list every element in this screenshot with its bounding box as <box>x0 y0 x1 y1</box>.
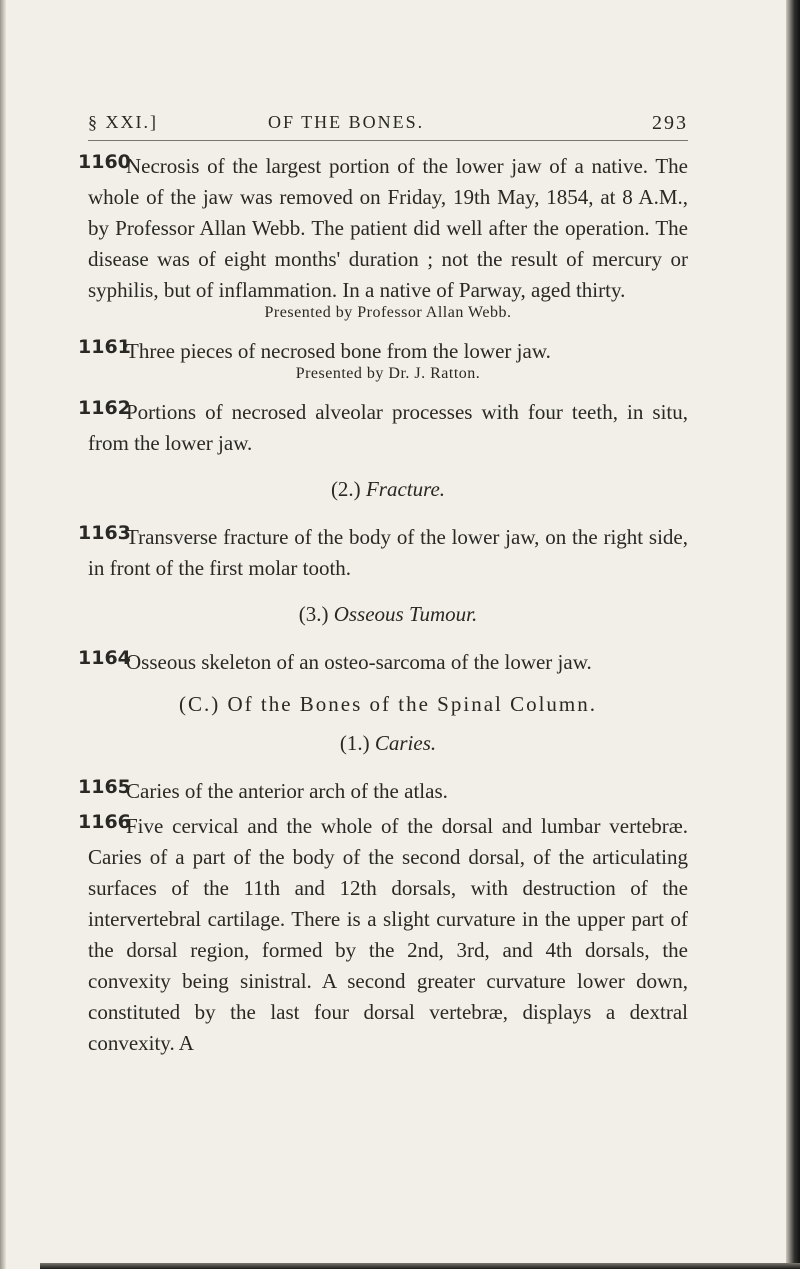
entry-text: Transverse fracture of the body of the lower jaw, on the right side, in front of the first molar tooth. <box>88 525 688 580</box>
section-heading-spinal-column: (C.) Of the Bones of the Spinal Column. <box>178 692 598 716</box>
entry-number: 1165 <box>78 776 131 798</box>
header-rule <box>88 140 688 141</box>
subheading-label: Fracture. <box>365 477 446 501</box>
entry-1165 <box>78 776 688 807</box>
running-head <box>88 112 688 140</box>
running-title: OF THE BONES. <box>268 112 425 132</box>
entry-text: Necrosis of the largest portion of the lower jaw of a native. The whole of the jaw was removed on Friday, 19th May, 1854, at 8 A.M., by Professor Allan Webb. The patient did well after the operation. The disease was of eight months' duration ; not the result of mercury or syphilis, but of inflammation. In a native of Parway, aged thirty. <box>88 154 688 302</box>
subheading-caries <box>88 731 688 756</box>
page-number: 293 <box>652 112 688 134</box>
entry-number: 1162 <box>78 397 131 419</box>
entry-number: 1160 <box>78 151 131 173</box>
entry-text: Caries of the anterior arch of the atlas. <box>126 779 448 803</box>
subheading-number: (1.) <box>339 731 370 755</box>
entry-1163 <box>78 522 688 584</box>
entry-text: Five cervical and the whole of the dorsal and lumbar vertebræ. Caries of a part of the body of the second dorsal, of the articulating surfaces of the 11th and 12th dorsals, with destruction of the intervertebral cartilage. There is a slight curvature in the upper part of the dorsal region, formed by the 2nd, 3rd, and 4th dorsals, the convexity being sinistral. A second greater curvature lower down, constituted by the last four dorsal vertebræ, displays a dextral convexity. A <box>88 814 688 1055</box>
entry-number: 1163 <box>78 522 131 544</box>
subheading-label: Osseous Tumour. <box>333 602 478 626</box>
subheading-number: (3.) <box>298 602 329 626</box>
presented-by: Presented by Professor Allan Webb. <box>264 304 512 321</box>
presented-by: Presented by Dr. J. Ratton. <box>295 365 481 382</box>
entry-1162 <box>78 397 688 459</box>
subheading-number: (2.) <box>330 477 361 501</box>
page-bottom-edge <box>40 1263 800 1269</box>
entry-text: Portions of necrosed alveolar processes with four teeth, in situ, from the lower jaw. <box>88 400 688 455</box>
section-marker: § XXI.] <box>88 112 158 132</box>
entry-number: 1166 <box>78 811 131 833</box>
entry-1160 <box>78 151 688 322</box>
page-left-edge <box>0 0 6 1269</box>
subheading-fracture <box>88 477 688 502</box>
entry-number: 1164 <box>78 647 131 669</box>
entry-1161 <box>78 336 688 383</box>
entry-text: Three pieces of necrosed bone from the lower jaw. <box>126 339 551 363</box>
entry-1164 <box>78 647 688 678</box>
entry-1166 <box>78 811 688 1059</box>
subheading-osseous-tumour <box>88 602 688 627</box>
subheading-label: Caries. <box>374 731 437 755</box>
entry-text: Osseous skeleton of an osteo-sarcoma of the lower jaw. <box>126 650 592 674</box>
entry-number: 1161 <box>78 336 131 358</box>
book-binding-edge <box>786 0 800 1269</box>
page-content <box>78 112 688 1073</box>
